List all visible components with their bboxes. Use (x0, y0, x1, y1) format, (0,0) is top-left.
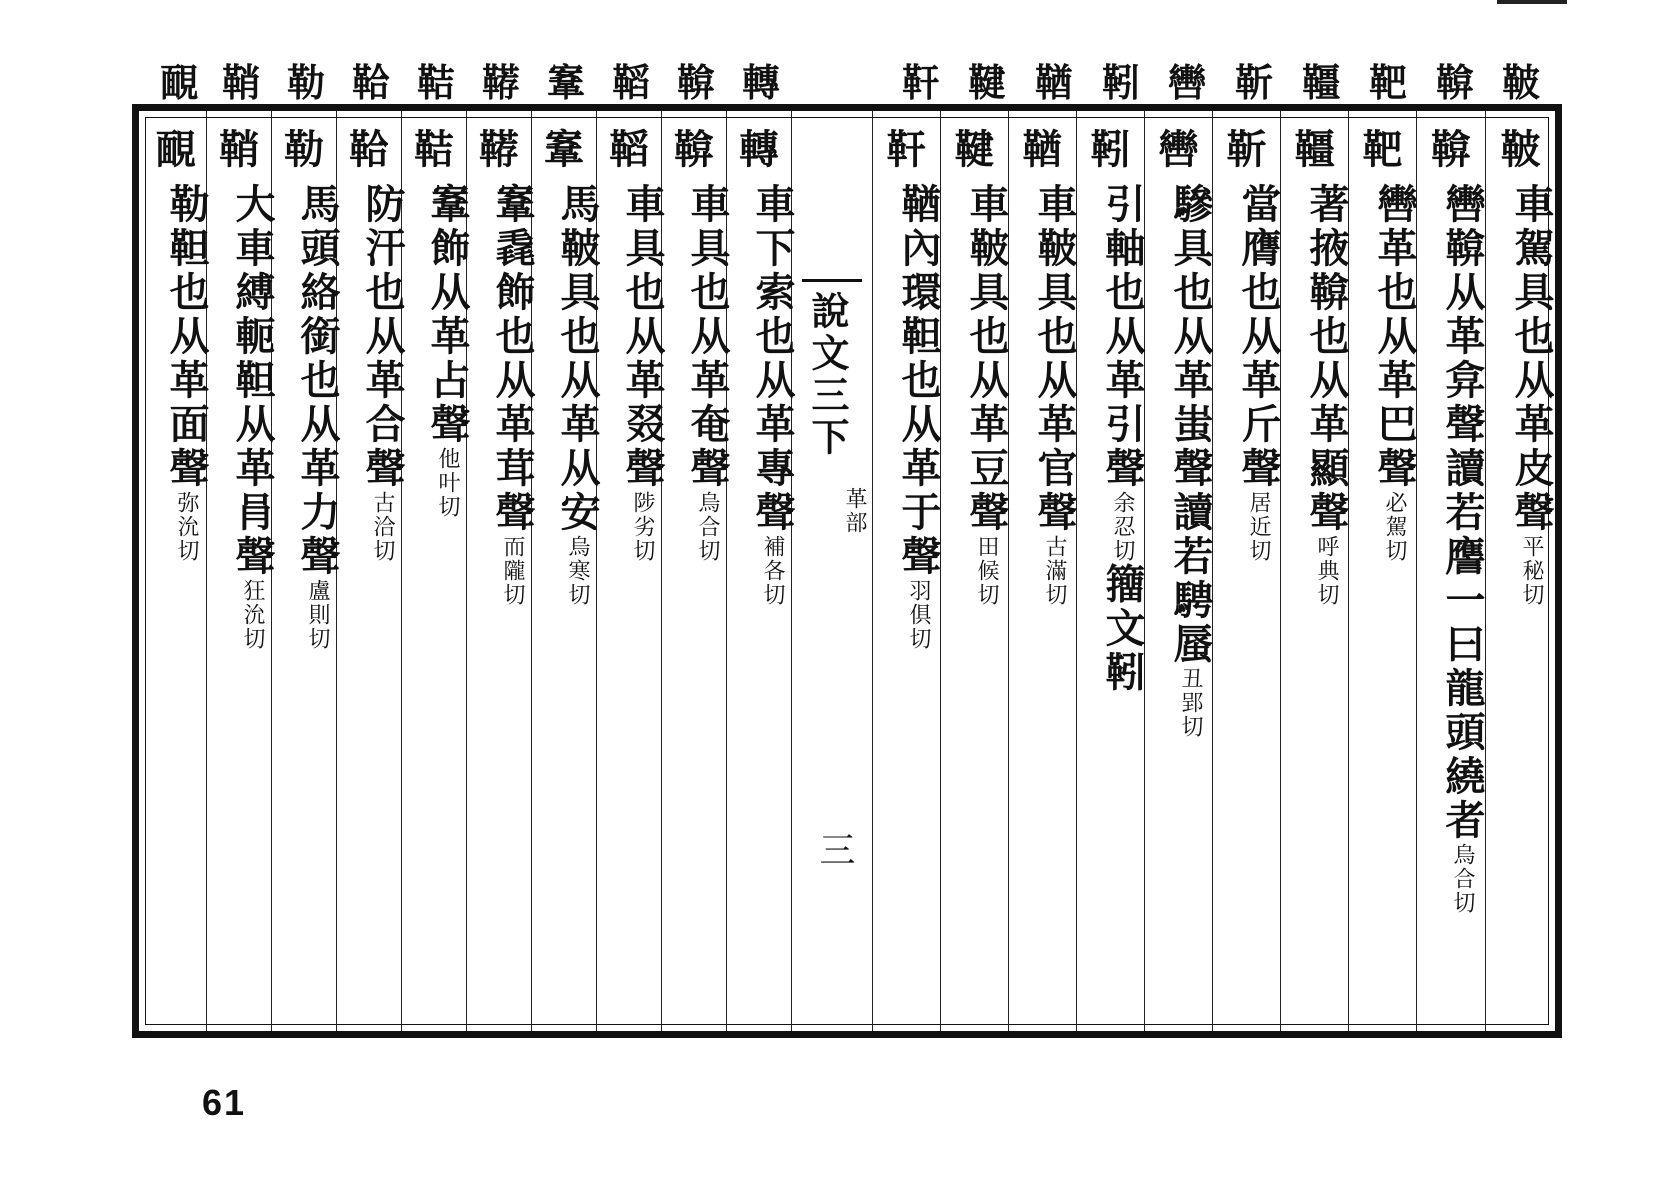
entry-text: 勒靼也从革面聲弥沇切 (163, 183, 210, 563)
entry-text: 鞧內環靼也从革于聲羽俱切 (895, 183, 942, 651)
seal-glyph: 鞌 (544, 126, 584, 173)
entry-text: 車具也从革奄聲烏合切 (684, 183, 731, 563)
entry-text: 轡革也从革巴聲必駕切 (1371, 183, 1418, 563)
fanqie-note: 古洽切 (370, 491, 395, 563)
fanqie-note: 盧則切 (305, 579, 330, 651)
entry-column-5 (1213, 111, 1280, 1031)
fanqie-note: 烏寒切 (565, 535, 590, 607)
leaf-number: 三 (814, 831, 855, 867)
headword-label: 韁 (1301, 60, 1338, 105)
headword-label: 靳 (1234, 60, 1271, 105)
fanqie-note: 居近切 (1246, 491, 1271, 563)
entry-text: 馬鞁具也从革从安烏寒切 (554, 183, 601, 607)
entry-text: 鞌毳飾也从革茸聲而隴切 (489, 183, 536, 607)
headword-label: 鞌 (546, 60, 583, 105)
entry-text: 大車縛軛靼从革肙聲狂沇切 (229, 183, 276, 651)
headword-label: 勒 (286, 60, 323, 105)
entry-text: 馬頭絡銜也从革力聲盧則切 (294, 183, 341, 651)
entry-text: 引軸也从革引聲余忍切籒文靷 (1099, 183, 1146, 695)
headword-label: 鞘 (221, 60, 258, 105)
seal-glyph: 轉 (739, 126, 779, 173)
entry-column-8 (1009, 111, 1076, 1031)
headword-label: 靬 (901, 60, 938, 105)
entry-column-10 (873, 111, 940, 1031)
entry-column-4 (1281, 111, 1348, 1031)
seal-glyph: 鞘 (219, 126, 259, 173)
headword-label: 鞧 (1034, 60, 1071, 105)
seal-glyph: 鞥 (1431, 126, 1471, 173)
entry-column-9 (941, 111, 1008, 1031)
entry-column-20 (145, 111, 210, 1031)
entry-column-12 (662, 111, 731, 1031)
seal-glyph: 靷 (1090, 126, 1131, 173)
entry-text: 著掖鞥也从革顯聲呼典切 (1303, 183, 1350, 607)
seal-glyph: 靳 (1226, 126, 1267, 173)
seal-glyph: 轡 (1158, 126, 1199, 173)
entry-text: 鞌飾从革占聲他叶切 (424, 183, 471, 519)
entry-column-3 (1349, 111, 1416, 1031)
entry-column-13 (597, 111, 666, 1031)
entry-column-16 (402, 111, 471, 1031)
fanqie-note: 呼典切 (1314, 535, 1339, 607)
headword-label: 鞁 (1501, 60, 1538, 105)
seal-glyph: 鞊 (414, 126, 454, 173)
section-name: 革部 (842, 487, 867, 535)
fanqie-note: 而隴切 (500, 535, 525, 607)
fanqie-note: 田候切 (974, 535, 999, 607)
fanqie-note: 必駕切 (1382, 491, 1407, 563)
headword-label: 鞬 (967, 60, 1004, 105)
seal-glyph: 勒 (284, 126, 324, 173)
fanqie-note: 余忍切 (1110, 491, 1135, 563)
entry-column-17 (337, 111, 406, 1031)
seal-glyph: 韁 (1294, 126, 1335, 173)
entry-text: 車具也从革叕聲陟劣切 (619, 183, 666, 563)
entry-column-6 (1145, 111, 1212, 1031)
top-edge-rule (1497, 0, 1567, 4)
headword-label: 鞥 (676, 60, 713, 105)
entry-column-11 (727, 111, 796, 1031)
headword-label: 鞊 (416, 60, 453, 105)
fanqie-note: 陟劣切 (630, 491, 655, 563)
book-title: 說文三下 (805, 291, 850, 459)
column-divider (872, 111, 873, 1031)
seal-glyph: 鞬 (954, 126, 995, 173)
entry-text: 車鞁具也从革官聲古滿切 (1031, 183, 1078, 607)
fanqie-note: 古滿切 (1042, 535, 1067, 607)
fanqie-note: 補各切 (760, 535, 785, 607)
seal-glyph: 鞧 (1022, 126, 1063, 173)
seal-glyph: 鞥 (674, 126, 714, 173)
entry-text: 車鞁具也从革豆聲田候切 (963, 183, 1010, 607)
entry-text: 當膺也从革斤聲居近切 (1235, 183, 1282, 563)
headword-label: 鞱 (611, 60, 648, 105)
seal-glyph: 靶 (1362, 126, 1403, 173)
headword-label: 鞈 (351, 60, 388, 105)
variant-form: 籒文靷 (1099, 563, 1146, 695)
fanqie-note: 烏合切 (1450, 843, 1475, 915)
fanqie-note: 丑郢切 (1178, 667, 1203, 739)
fanqie-note: 羽俱切 (906, 579, 931, 651)
fanqie-note: 烏合切 (695, 491, 720, 563)
fanqie-note: 平秘切 (1519, 535, 1544, 607)
page-frame (132, 104, 1562, 1038)
entry-column-14 (532, 111, 601, 1031)
entry-text: 車駕具也从革皮聲平秘切 (1508, 183, 1555, 607)
headword-row (132, 60, 1554, 106)
seal-glyph: 靬 (886, 126, 927, 173)
entry-column-15 (467, 111, 536, 1031)
entry-text: 驂具也从革蚩聲讀若騁蜃丑郢切 (1167, 183, 1214, 739)
entry-text: 轡鞥从革弇聲讀若譍一曰龍頭繞者烏合切 (1439, 183, 1486, 915)
entry-column-7 (1077, 111, 1144, 1031)
fanqie-note: 狂沇切 (240, 579, 265, 651)
entry-column-19 (207, 111, 276, 1031)
seal-glyph: 鞯 (479, 126, 519, 173)
headword-label: 靶 (1368, 60, 1405, 105)
center-title-column (792, 111, 872, 1031)
fanqie-note: 他叶切 (435, 447, 460, 519)
seal-glyph: 鞱 (609, 126, 649, 173)
page-number: 61 (202, 1082, 247, 1123)
seal-glyph: 靦 (155, 126, 196, 173)
entry-column-18 (272, 111, 341, 1031)
headword-label: 轡 (1167, 60, 1204, 105)
entry-text: 車下索也从革專聲補各切 (749, 183, 796, 607)
seal-glyph: 鞈 (349, 126, 389, 173)
fanqie-note: 弥沇切 (174, 491, 199, 563)
seal-glyph: 鞁 (1500, 126, 1541, 173)
headword-label: 鞯 (481, 60, 518, 105)
headword-label: 靦 (159, 60, 196, 105)
entry-column-2 (1417, 111, 1485, 1031)
entry-text: 防汗也从革合聲古洽切 (359, 183, 406, 563)
entry-column-1 (1486, 111, 1555, 1031)
headword-label: 鞥 (1435, 60, 1472, 105)
headword-label: 轉 (741, 60, 778, 105)
headword-label: 靷 (1101, 60, 1138, 105)
